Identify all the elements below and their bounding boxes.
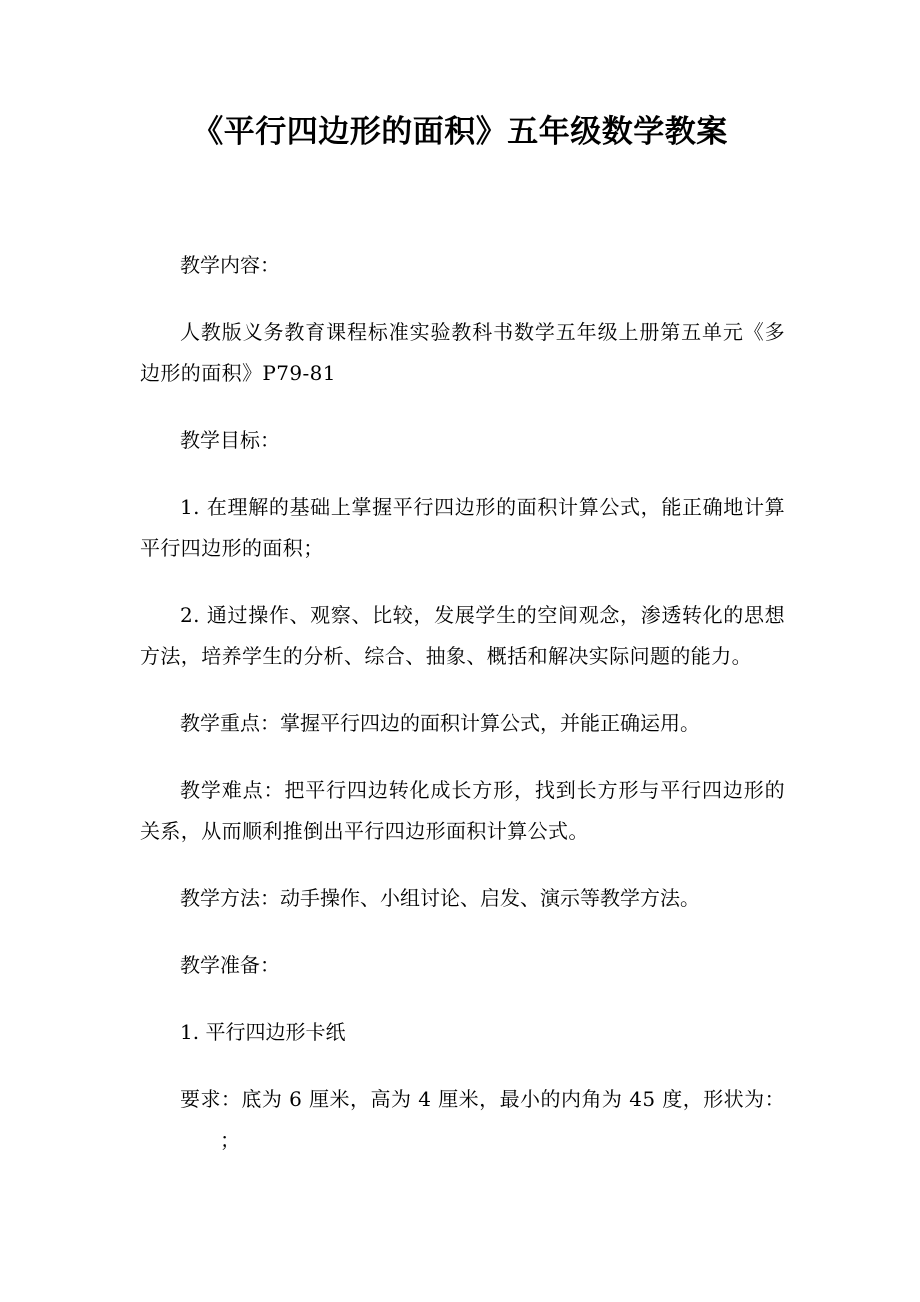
paragraph-content-text: 人教版义务教育课程标准实验教科书数学五年级上册第五单元《多边形的面积》P79-81 <box>140 320 785 385</box>
requirement-text: 要求：底为 6 厘米，高为 4 厘米，最小的内角为 45 度，形状为： <box>180 1087 785 1111</box>
paragraph-content-heading: 教学内容： <box>180 253 280 277</box>
paragraph-difficulty: 教学难点：把平行四边转化成长方形，找到长方形与平行四边形的关系，从而顺利推倒出平行四边形面积计算公式。 <box>140 778 785 843</box>
requirement-end: ； <box>220 1128 241 1152</box>
document-body <box>140 245 785 1187</box>
paragraph-requirement <box>140 1079 785 1161</box>
document-title: 《平行四边形的面积》五年级数学教案 <box>192 114 728 150</box>
paragraph-key-point: 教学重点：掌握平行四边的面积计算公式，并能正确运用。 <box>180 711 700 735</box>
paragraph-goal-1: 1. 在理解的基础上掌握平行四边形的面积计算公式，能正确地计算平行四边形的面积； <box>140 495 785 560</box>
paragraph-goals-heading: 教学目标： <box>180 428 280 452</box>
paragraph-method: 教学方法：动手操作、小组讨论、启发、演示等教学方法。 <box>180 886 700 910</box>
paragraph-prep-heading: 教学准备： <box>180 953 280 977</box>
paragraph-prep-1: 1. 平行四边形卡纸 <box>180 1020 346 1044</box>
paragraph-goal-2: 2. 通过操作、观察、比较，发展学生的空间观念，渗透转化的思想方法，培养学生的分析、综合、抽象、概括和解决实际问题的能力。 <box>140 603 785 668</box>
